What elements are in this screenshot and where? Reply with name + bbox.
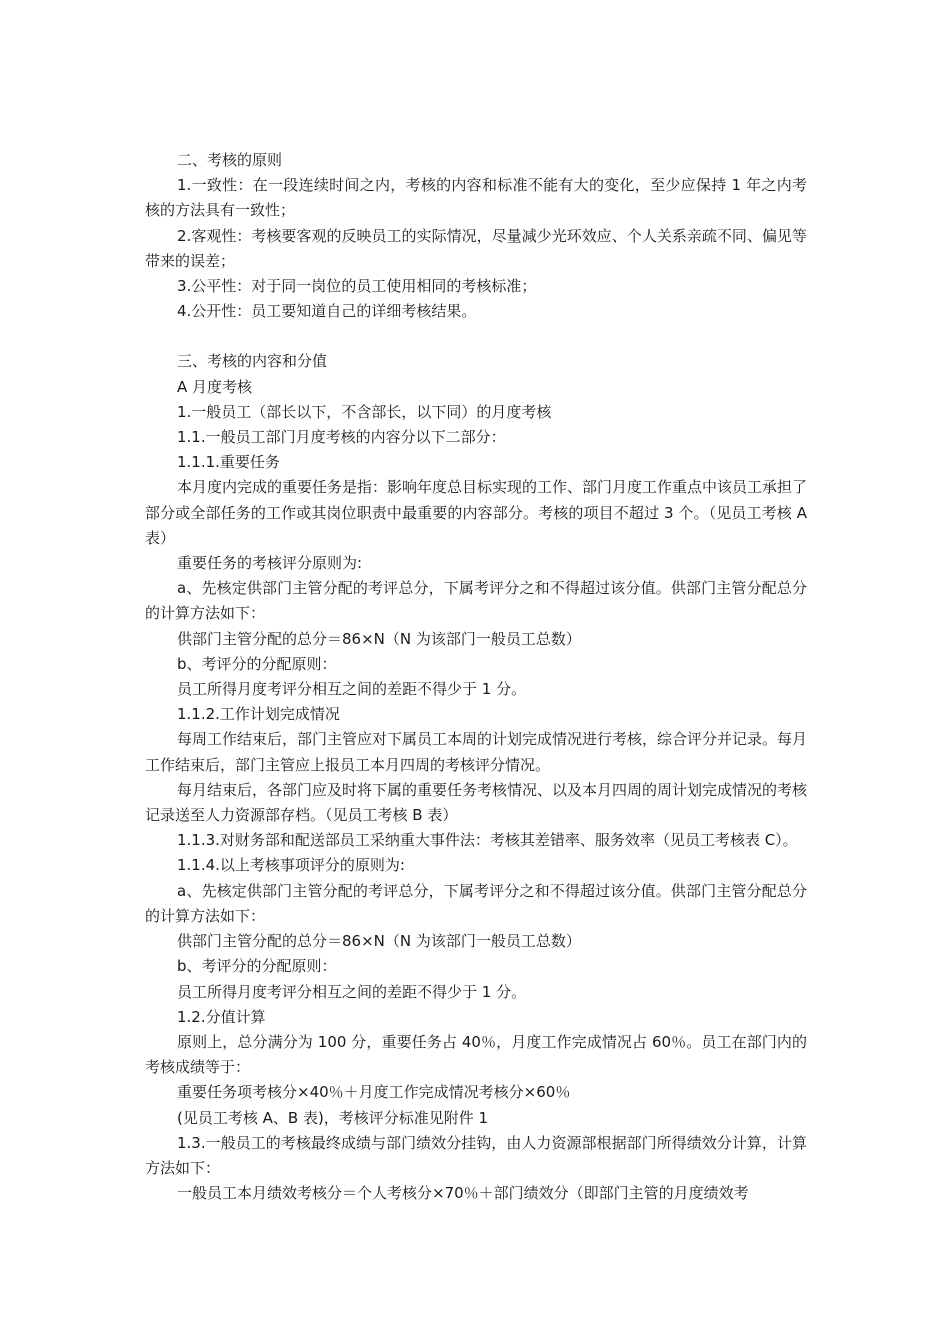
- paragraph: 每周工作结束后，部门主管应对下属员工本周的计划完成情况进行考核，综合评分并记录。每月工作结束后，部门主管应上报员工本月四周的考核评分情况。: [145, 730, 808, 774]
- paragraph: 1.1.1.重要任务: [177, 453, 280, 472]
- paragraph: 1.2.分值计算: [177, 1007, 266, 1026]
- paragraph: 供部门主管分配的总分＝86×N（N 为该部门一般员工总数）: [177, 629, 581, 648]
- paragraph: 4.公开性：员工要知道自己的详细考核结果。: [177, 302, 477, 321]
- paragraph: 1.1.2.工作计划完成情况: [177, 705, 340, 724]
- paragraph: 1.一般员工（部长以下，不含部长，以下同）的月度考核: [177, 402, 552, 421]
- paragraph: 2.客观性：考核要客观的反映员工的实际情况，尽量减少光环效应、个人关系亲疏不同、偏见等带来的误差；: [145, 226, 807, 270]
- paragraph: 1.1.一般员工部门月度考核的内容分以下二部分：: [177, 428, 506, 447]
- paragraph: 3.公平性：对于同一岗位的员工使用相同的考核标准；: [177, 277, 537, 296]
- paragraph: 本月度内完成的重要任务是指：影响年度总目标实现的工作、部门月度工作重点中该员工承担了部分或全部任务的工作或其岗位职责中最重要的内容部分。考核的项目不超过 3 个。（见员工考核 A 表）: [145, 478, 808, 547]
- paragraph: 二、考核的原则: [177, 151, 283, 169]
- paragraph: a、先核定供部门主管分配的考评总分，下属考评分之和不得超过该分值。供部门主管分配总分的计算方法如下：: [145, 579, 807, 623]
- paragraph: 1.1.4.以上考核事项评分的原则为:: [177, 856, 405, 875]
- paragraph: 供部门主管分配的总分＝86×N（N 为该部门一般员工总数）: [177, 932, 581, 951]
- paragraph: b、考评分的分配原则：: [177, 654, 337, 673]
- paragraph: 重要任务的考核评分原则为:: [177, 554, 363, 573]
- paragraph: a、先核定供部门主管分配的考评总分，下属考评分之和不得超过该分值。供部门主管分配总分的计算方法如下：: [145, 881, 807, 925]
- paragraph: 1.一致性：在一段连续时间之内，考核的内容和标准不能有大的变化，至少应保持 1 年之内考核的方法具有一致性；: [145, 176, 807, 220]
- paragraph: (见员工考核 A、B 表)，考核评分标准见附件 1: [177, 1108, 489, 1127]
- paragraph: 员工所得月度考评分相互之间的差距不得少于 1 分。: [177, 680, 527, 699]
- paragraph: 1.3.一般员工的考核最终成绩与部门绩效分挂钩，由人力资源部根据部门所得绩效分计算，计算方法如下：: [145, 1133, 807, 1177]
- paragraph: b、考评分的分配原则：: [177, 957, 337, 976]
- paragraph: 员工所得月度考评分相互之间的差距不得少于 1 分。: [177, 982, 527, 1001]
- blank-line: [145, 324, 807, 349]
- paragraph: 一般员工本月绩效考核分＝个人考核分×70％＋部门绩效分（即部门主管的月度绩效考: [177, 1184, 749, 1203]
- paragraph: 每月结束后，各部门应及时将下属的重要任务考核情况、以及本月四周的周计划完成情况的考核记录送至人力资源部存档。（见员工考核 B 表）: [145, 780, 808, 825]
- document-page: [145, 148, 807, 1206]
- paragraph: A 月度考核: [177, 377, 253, 396]
- paragraph: 重要任务项考核分×40％＋月度工作完成情况考核分×60％: [177, 1083, 571, 1102]
- paragraph: 原则上，总分满分为 100 分，重要任务占 40％，月度工作完成情况占 60％。员工在部门内的考核成绩等于：: [145, 1032, 807, 1077]
- paragraph: 1.1.3.对财务部和配送部员工采纳重大事件法：考核其差错率、服务效率（见员工考核表 C）。: [177, 831, 798, 850]
- section-heading: 三、考核的内容和分值: [177, 352, 328, 371]
